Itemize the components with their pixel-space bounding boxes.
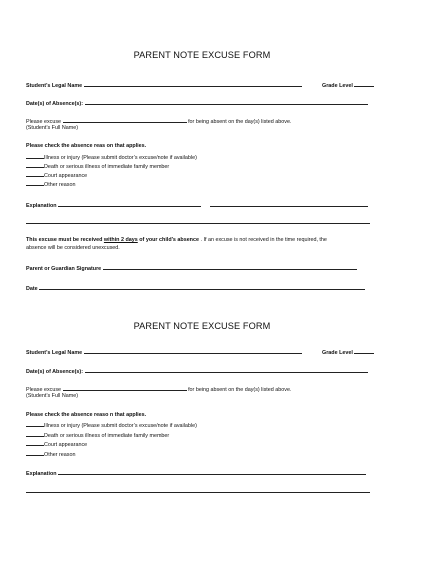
grade-level-row [322,81,374,90]
absence-dates-label: Date(s) of Absence(s): [26,101,84,107]
explanation-field[interactable] [58,469,366,475]
reason-label: Court appearance [44,442,88,448]
notice-post: . If an excuse is not received in the time required, the [198,237,327,243]
student-name-field[interactable] [84,81,302,87]
date-label: Date [26,286,38,292]
student-name-row [26,81,302,90]
reason-checkbox[interactable] [26,171,44,177]
grade-level-row [322,348,374,357]
date-row [26,284,365,293]
absence-dates-label: Date(s) of Absence(s): [26,369,84,375]
reason-checkbox[interactable] [26,431,44,437]
explanation-field-extra[interactable] [210,201,368,210]
check-instruction: Please check the absence reaso n that applies. [26,412,147,418]
explanation-label: Explanation [26,203,57,209]
reason-label: Court appearance [44,173,88,179]
excuse-prefix: Please excuse [26,387,62,393]
reason-checkbox[interactable] [26,153,44,159]
reason-checkbox[interactable] [26,421,44,427]
student-full-name-field[interactable] [63,117,187,123]
reason-checkbox[interactable] [26,450,44,456]
full-name-note: (Student’s Full Name) [26,125,79,131]
absence-dates-field[interactable] [85,99,368,105]
notice-line-2: absence will be considered unexcused. [26,245,120,251]
absence-dates-field[interactable] [85,367,368,373]
student-name-label: Student’s Legal Name [26,83,83,89]
explanation-line-2[interactable] [26,487,370,496]
reason-label: Other reason [44,452,76,458]
reason-label: Illness or injury (Please submit doctor’s excuse/note if available) [44,155,197,161]
explanation-label: Explanation [26,471,57,477]
signature-row [26,264,357,273]
explanation-line-2[interactable] [26,218,370,227]
excuse-suffix: for being absent on the day(s) listed above. [188,119,292,125]
reason-label: Death or serious illness of immediate family member [44,164,170,170]
form-title: PARENT NOTE EXCUSE FORM [133,50,271,60]
grade-level-label: Grade Level [322,350,353,356]
reason-label: Other reason [44,182,76,188]
reason-checkbox[interactable] [26,162,44,168]
student-name-label: Student’s Legal Name [26,350,83,356]
grade-level-label: Grade Level [322,83,353,89]
excuse-suffix: for being absent on the day(s) listed above. [188,387,292,393]
reason-item [26,450,75,459]
excuse-prefix: Please excuse [26,119,62,125]
reason-checkbox[interactable] [26,180,44,186]
absence-dates-row [26,367,368,376]
reason-item [26,440,87,449]
date-field[interactable] [39,284,365,290]
check-instruction: Please check the absence reas on that applies. [26,143,147,149]
reason-item [26,171,87,180]
grade-level-field[interactable] [354,348,374,354]
explanation-row [26,201,201,210]
student-name-field[interactable] [84,348,302,354]
reason-item [26,431,169,440]
signature-label: Parent or Guardian Signature [26,266,102,272]
reason-item [26,153,197,162]
reason-checkbox[interactable] [26,440,44,446]
grade-level-field[interactable] [354,81,374,87]
notice-mid: of your child’s absence [137,237,199,243]
notice-emphasis: within 2 days [103,237,138,243]
notice-line-1 [26,237,327,244]
student-name-row [26,348,302,357]
notice-pre: This excuse must be received [26,237,104,243]
reason-item [26,162,169,171]
student-full-name-field[interactable] [63,385,187,391]
reason-item [26,421,197,430]
explanation-field[interactable] [58,201,201,207]
explanation-row [26,469,366,478]
full-name-note: (Student’s Full Name) [26,393,79,399]
reason-label: Illness or injury (Please submit doctor’s excuse/note if available) [44,423,197,429]
signature-field[interactable] [103,264,357,270]
absence-dates-row [26,99,368,108]
reason-label: Death or serious illness of immediate family member [44,433,170,439]
form-title: PARENT NOTE EXCUSE FORM [133,321,271,331]
reason-item [26,180,75,189]
